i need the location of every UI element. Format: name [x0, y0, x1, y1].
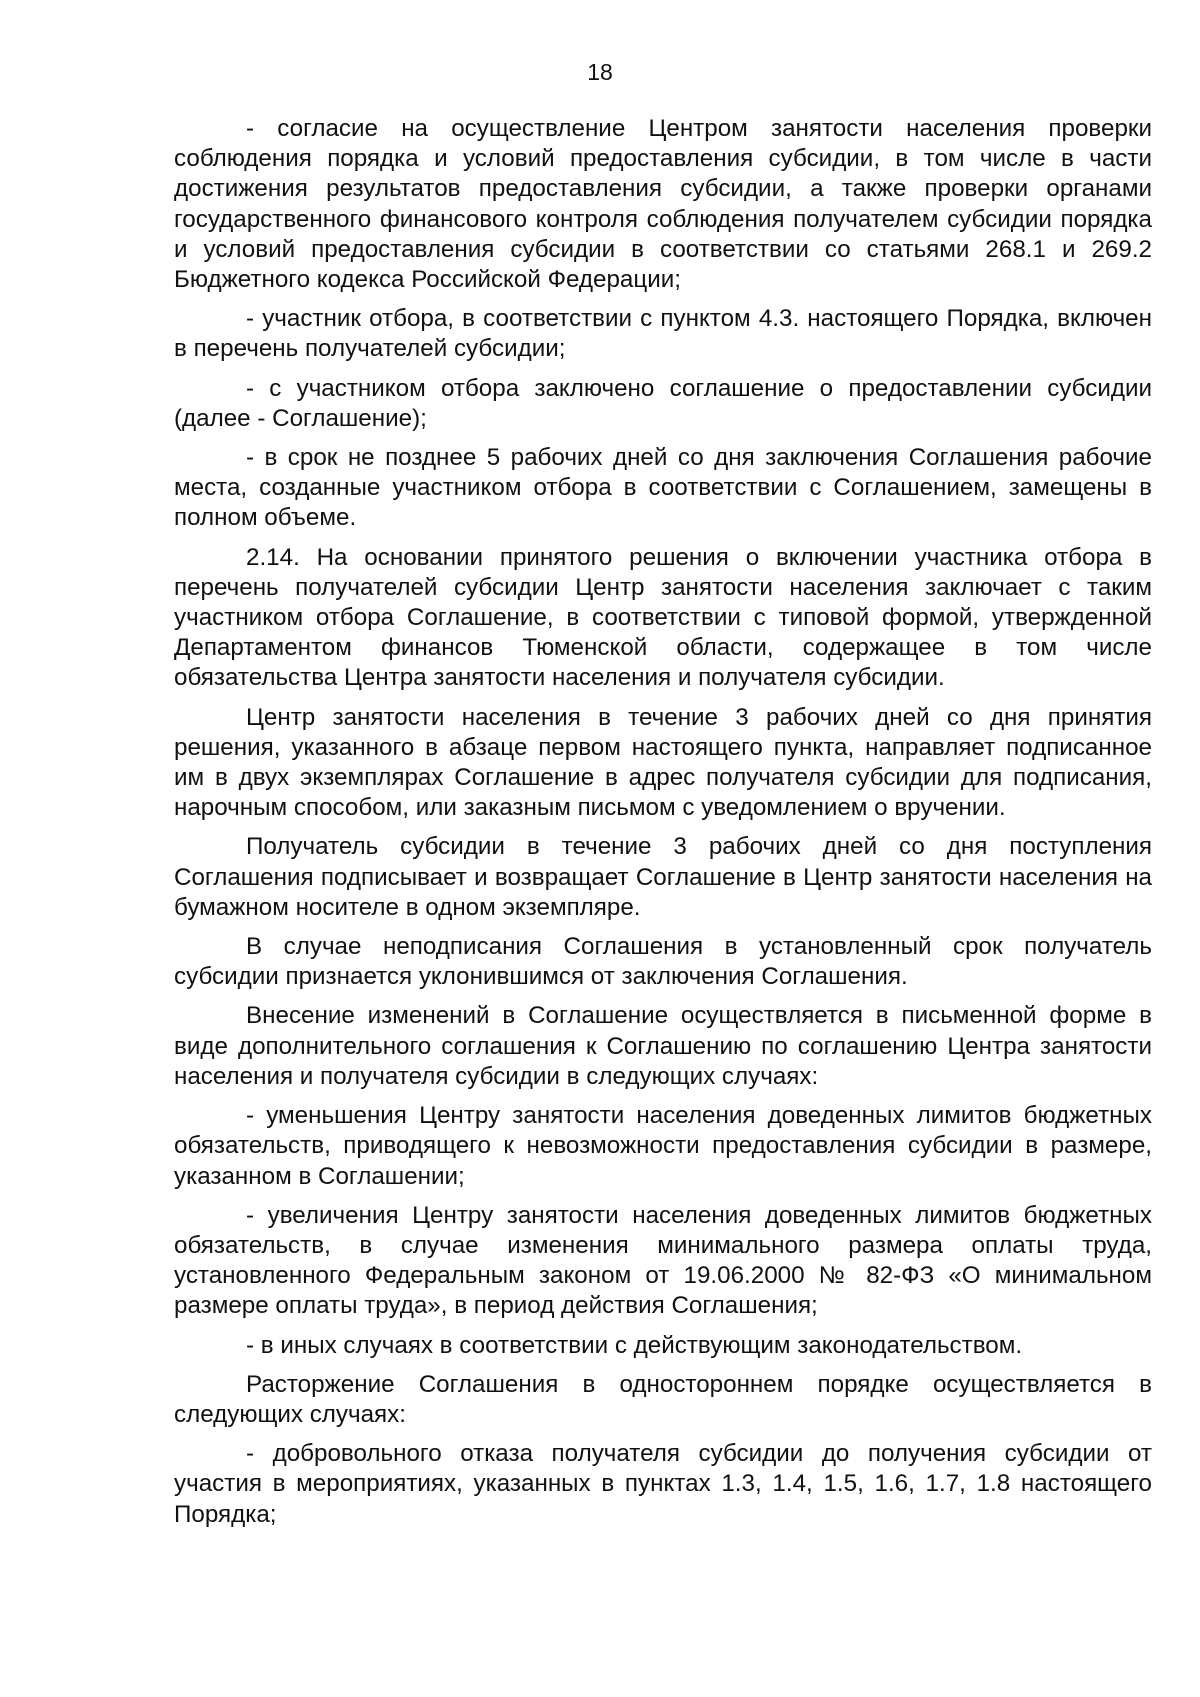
- paragraph: Расторжение Соглашения в одностороннем порядке осуществляется в следующих случаях:: [174, 1370, 1152, 1428]
- paragraph: - участник отбора, в соответствии с пунктом 4.3. настоящего Порядка, включен в перечень получателей субсидии;: [174, 305, 1152, 363]
- paragraph: Получатель субсидии в течение 3 рабочих дней со дня поступления Соглашения подписывает и возвращает Соглашение в Центр занятости населения на бумажном носителе в одном экземпляре.: [174, 833, 1152, 921]
- paragraph: - увеличения Центру занятости населения доведенных лимитов бюджетных обязательств, в случае изменения минимального размера оплаты труда, установленного Федеральным законом от 19.06.2000 № 82-ФЗ «О минимальном размере оплаты труда», в период действия Соглашения;: [174, 1201, 1152, 1320]
- paragraph: - в срок не позднее 5 рабочих дней со дня заключения Соглашения рабочие места, созданные участником отбора в соответствии с Соглашением, замещены в полном объеме.: [174, 444, 1152, 532]
- paragraph: - согласие на осуществление Центром занятости населения проверки соблюдения порядка и условий предоставления субсидии, в том числе в части достижения результатов предоставления субсидии, а также проверки органами государственного финансового контроля соблюдения получателем субсидии порядка и условий предоставления субсидии в соответствии со статьями 268.1 и 269.2 Бюджетного кодекса Российской Федерации;: [174, 115, 1152, 294]
- page-number: 18: [587, 59, 613, 85]
- paragraph: Центр занятости населения в течение 3 рабочих дней со дня принятия решения, указанного в абзаце первом настоящего пункта, направляет подписанное им в двух экземплярах Соглашение в адрес получателя субсидии для подписания, нарочным способом, или заказным письмом с уведомлением о вручении.: [174, 703, 1152, 822]
- paragraph: - с участником отбора заключено соглашение о предоставлении субсидии (далее - Соглашение);: [174, 374, 1152, 432]
- paragraph: - в иных случаях в соответствии с действующим законодательством.: [246, 1331, 1023, 1359]
- paragraph: Внесение изменений в Соглашение осуществляется в письменной форме в виде дополнительного соглашения к Соглашению по соглашению Центра занятости населения и получателя субсидии в следующих случаях:: [174, 1002, 1152, 1090]
- paragraph: - добровольного отказа получателя субсидии до получения субсидии от участия в мероприятиях, указанных в пунктах 1.3, 1.4, 1.5, 1.6, 1.7, 1.8 настоящего Порядка;: [174, 1440, 1152, 1528]
- paragraph: В случае неподписания Соглашения в установленный срок получатель субсидии признается уклонившимся от заключения Соглашения.: [174, 933, 1152, 991]
- paragraph: - уменьшения Центру занятости населения доведенных лимитов бюджетных обязательств, приводящего к невозможности предоставления субсидии в размере, указанном в Соглашении;: [174, 1102, 1152, 1190]
- document-body: [174, 114, 1152, 1539]
- paragraph: 2.14. На основании принятого решения о включении участника отбора в перечень получателей субсидии Центр занятости населения заключает с таким участником отбора Соглашение, в соответствии с типовой формой, утвержденной Департаментом финансов Тюменской области, содержащее в том числе обязательства Центра занятости населения и получателя субсидии.: [174, 543, 1152, 692]
